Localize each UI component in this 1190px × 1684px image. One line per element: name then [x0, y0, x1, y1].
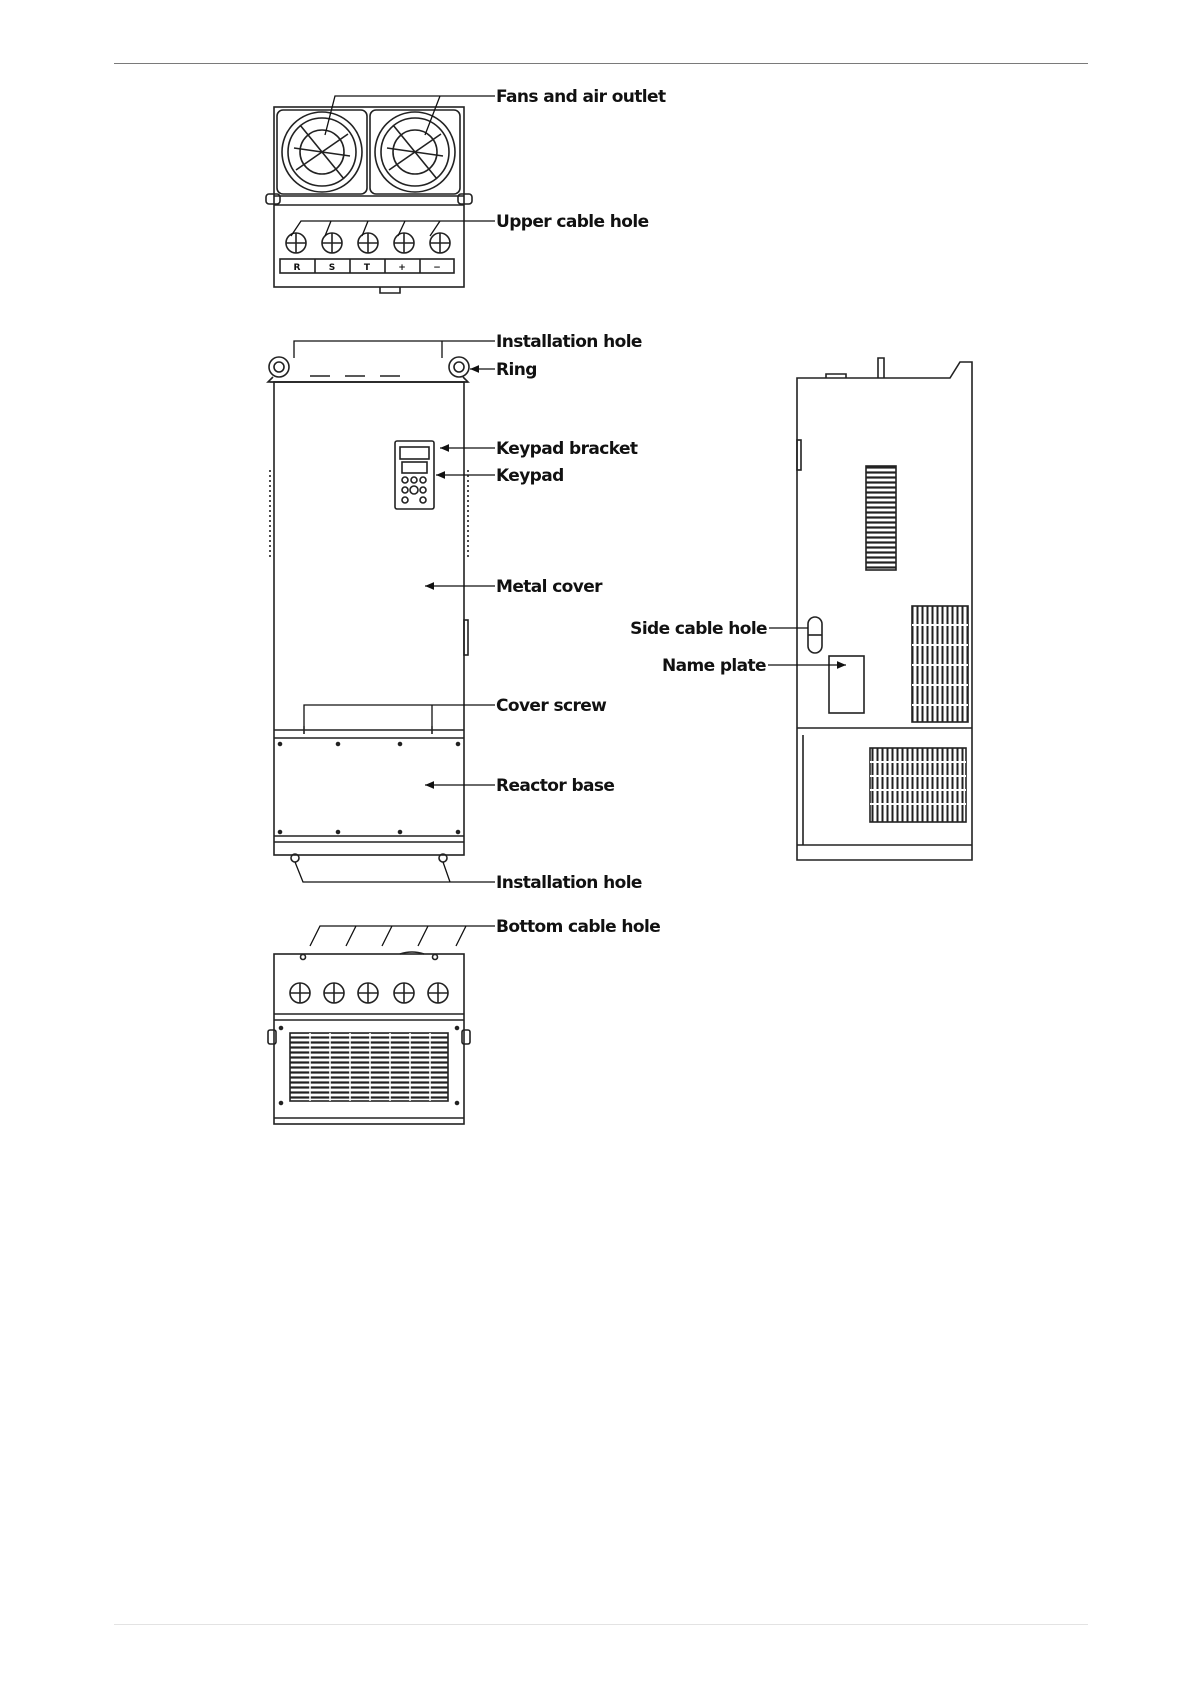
label-keypad: Keypad — [496, 466, 564, 486]
side-cable-hole-graphic — [808, 617, 822, 653]
label-ring: Ring — [496, 360, 537, 380]
bottom-cable-holes — [290, 983, 448, 1003]
footer-rule — [114, 1624, 1088, 1625]
label-installation-hole-top: Installation hole — [496, 332, 642, 352]
terminal-t: T — [363, 263, 371, 273]
label-keypad-bracket: Keypad bracket — [496, 439, 638, 459]
terminal-plus: + — [398, 263, 406, 273]
side-view — [797, 358, 972, 860]
label-name-plate: Name plate — [662, 656, 766, 676]
label-bottom-cable-hole: Bottom cable hole — [496, 917, 661, 937]
label-side-cable-hole: Side cable hole — [630, 619, 767, 639]
upper-cable-holes — [286, 233, 450, 253]
callout-labels — [496, 87, 767, 937]
label-installation-hole-bottom: Installation hole — [496, 873, 642, 893]
terminal-s: S — [328, 263, 336, 273]
keypad-graphic — [395, 441, 434, 509]
label-upper-cable-hole: Upper cable hole — [496, 212, 649, 232]
terminal-minus: − — [433, 263, 441, 273]
front-view — [268, 357, 469, 862]
label-reactor-base: Reactor base — [496, 776, 615, 796]
label-cover-screw: Cover screw — [496, 696, 607, 716]
label-fans-air-outlet: Fans and air outlet — [496, 87, 666, 107]
fan-left — [277, 110, 367, 194]
bottom-view — [268, 952, 470, 1124]
fan-right — [370, 110, 460, 194]
label-metal-cover: Metal cover — [496, 577, 602, 597]
terminal-r: R — [293, 263, 301, 273]
